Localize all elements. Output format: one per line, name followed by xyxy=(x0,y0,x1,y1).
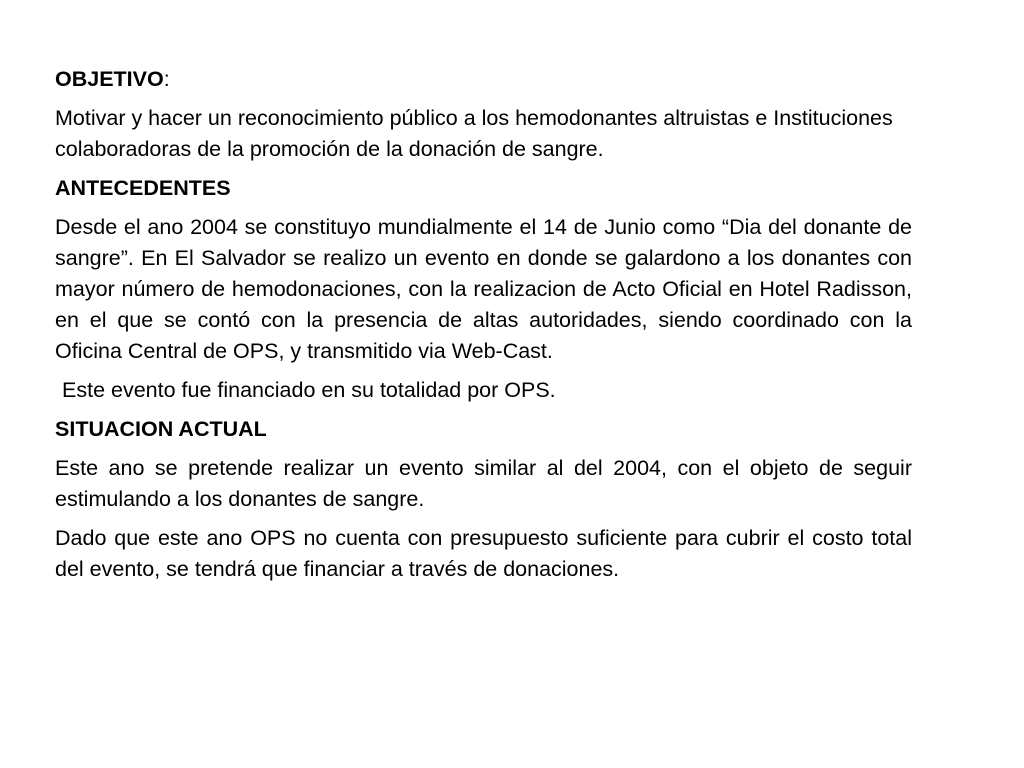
situacion-text-2: Dado que este ano OPS no cuenta con presupuesto suficiente para cubrir el costo total del evento, se tendrá que financiar a través de donaciones. xyxy=(55,526,912,581)
objetivo-heading-label: OBJETIVO xyxy=(55,67,164,91)
objetivo-text: Motivar y hacer un reconocimiento público a los hemodonantes altruistas e Instituciones colaboradoras de la promoción de la donación de sangre. xyxy=(55,106,893,161)
situacion-text-1: Este ano se pretende realizar un evento similar al del 2004, con el objeto de seguir estimulando a los donantes de sangre. xyxy=(55,456,912,511)
antecedentes-text: Desde el ano 2004 se constituyo mundialmente el 14 de Junio como “Dia del donante de sangre”. En El Salvador se realizo un evento en donde se galardono a los donantes con mayor número de hemodonaciones, con la realizacion de Acto Oficial en Hotel Radisson, en el que se contó con la presencia de altas autoridades, siendo coordinado con la Oficina Central de OPS, y transmitido via Web-Cast. xyxy=(55,215,912,363)
antecedentes-heading: ANTECEDENTES xyxy=(55,176,231,200)
objetivo-heading-colon: : xyxy=(163,67,170,91)
situacion-heading: SITUACION ACTUAL xyxy=(55,417,267,441)
objetivo-heading xyxy=(55,64,912,95)
antecedentes-financing: Este evento fue financiado en su totalidad por OPS. xyxy=(62,378,556,402)
